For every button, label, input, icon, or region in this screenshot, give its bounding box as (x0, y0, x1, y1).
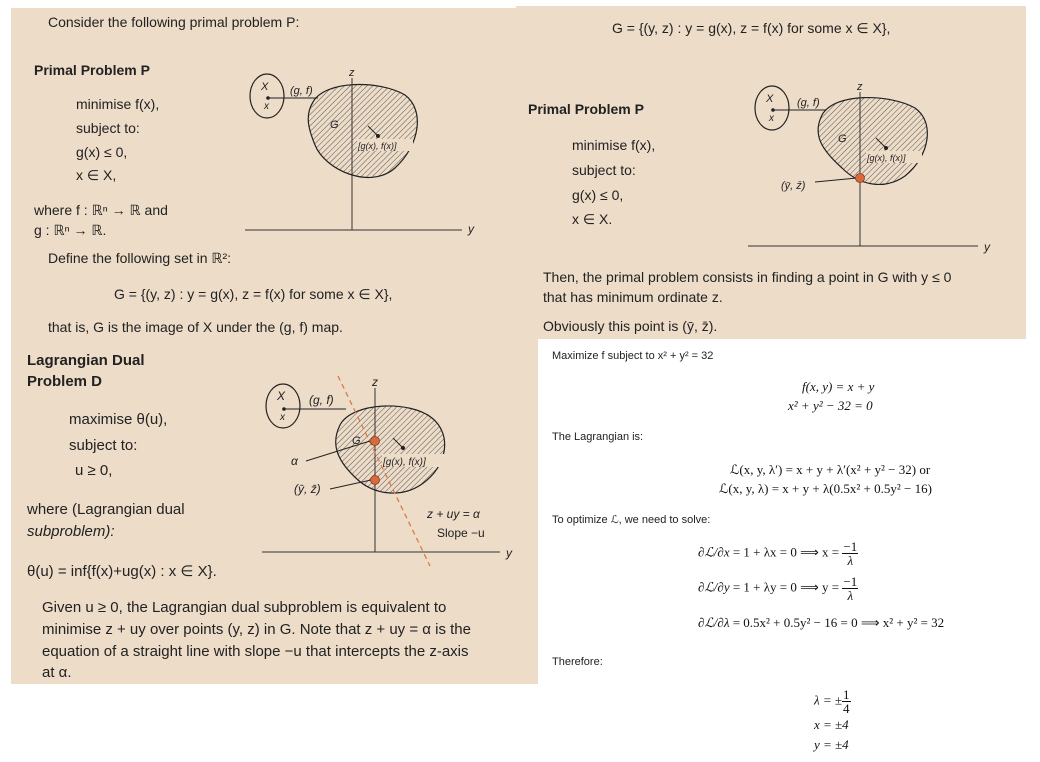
svg-text:X: X (766, 93, 774, 105)
primal-heading-right: Primal Problem P (528, 101, 644, 117)
lagrangian-form-2: ℒ(x, y, λ) = x + y + λ(0.5x² + 0.5y² − 16) (719, 481, 932, 496)
svg-text:y: y (506, 546, 512, 560)
then-line-1: Then, the primal problem consists in finding a point in G with y ≤ 0 (543, 269, 952, 285)
partial-lambda: ∂ℒ/∂λ (698, 615, 730, 630)
dual-heading-1: Lagrangian Dual (27, 352, 145, 369)
svg-text:z: z (372, 375, 378, 389)
label-x: x (264, 101, 269, 112)
fraction-x: $\frac{-1}{\lambda}$ (843, 539, 858, 568)
dual-optimum-point (371, 476, 380, 485)
that-is-text: that is, G is the image of X under the (g, f) map. (48, 319, 343, 335)
svg-text:z + uy = α: z + uy = α (427, 507, 480, 521)
lambda-result: λ = ± $\frac{1}{4}$ (814, 687, 850, 716)
define-text: Define the following set in ℝ²: (48, 250, 232, 266)
svg-text:X: X (277, 389, 286, 403)
svg-text:G: G (838, 133, 847, 145)
svg-text:z: z (857, 81, 863, 93)
primal-right-line-4: x ∈ X. (572, 211, 613, 227)
svg-text:(ȳ, z̄): (ȳ, z̄) (294, 482, 321, 496)
label-gf: (g, f) (290, 85, 313, 97)
label-G: G (330, 119, 339, 131)
partial-y: ∂ℒ/∂y (698, 579, 730, 595)
svg-text:G: G (352, 435, 361, 447)
partial-lambda-rhs: = 0.5x² + 0.5y² − 16 = 0 ⟹ x² + y² = 32 (732, 615, 945, 630)
where-line-1: where f : ℝⁿ → ℝ and (34, 202, 168, 218)
partial-lambda-row (698, 615, 944, 631)
label-y: y (468, 222, 474, 236)
x-result: x = ±4 (814, 717, 849, 732)
svg-text:(g, f): (g, f) (309, 393, 334, 407)
constraint-equation: x² + y² − 32 = 0 (788, 398, 873, 413)
given-line-1: Given u ≥ 0, the Lagrangian dual subproblem is equivalent to (42, 599, 447, 616)
fraction-y: $\frac{-1}{\lambda}$ (843, 574, 858, 603)
svg-text:[g(x), f(x)]: [g(x), f(x)] (383, 457, 426, 468)
dual-line-2: subject to: (69, 437, 138, 454)
svg-text:Slope −u: Slope −u (437, 526, 485, 540)
set-definition: G = {(y, z) : y = g(x), z = f(x) for some x ∈ X}, (114, 286, 393, 302)
partial-x-row (698, 540, 858, 567)
svg-text:y: y (984, 240, 990, 254)
objective-function: f(x, y) = x + y (802, 379, 875, 394)
label-gxfx: [g(x), f(x)] (358, 141, 397, 151)
label-z: z (349, 67, 355, 79)
partial-y-rhs: = 1 + λy = 0 ⟹ y = (732, 579, 840, 595)
primal-right-line-2: subject to: (572, 162, 636, 178)
svg-text:x: x (769, 113, 774, 124)
primal-right-line-3: g(x) ≤ 0, (572, 187, 624, 203)
obviously-text: Obviously this point is (ȳ, z̄). (543, 318, 718, 334)
dual-heading-2: Problem D (27, 373, 103, 390)
dual-line-1: maximise θ(u), (69, 411, 168, 428)
svg-text:(ȳ, z̄): (ȳ, z̄) (781, 180, 806, 192)
dual-where-1: where (Lagrangian dual (27, 501, 185, 518)
fraction-lambda: $\frac{1}{4}$ (843, 687, 850, 716)
partial-x: ∂ℒ/∂x (698, 544, 730, 560)
primal-right-line-1: minimise f(x), (572, 137, 656, 153)
primal-line-3: g(x) ≤ 0, (76, 144, 128, 160)
partial-x-rhs: = 1 + λx = 0 ⟹ x = (732, 544, 840, 560)
lagrangian-label: The Lagrangian is: (552, 431, 644, 443)
primal-line-4: x ∈ X, (76, 167, 117, 183)
label-X: X (261, 81, 269, 93)
svg-text:[g(x), f(x)]: [g(x), f(x)] (867, 153, 906, 163)
example-intro: Maximize f subject to x² + y² = 32 (552, 350, 714, 362)
then-line-2: that has minimum ordinate z. (543, 289, 723, 305)
where-line-2: g : ℝⁿ → ℝ. (34, 222, 107, 238)
primal-heading: Primal Problem P (34, 62, 150, 78)
set-definition-right: G = {(y, z) : y = g(x), z = f(x) for some x ∈ X}, (612, 20, 891, 36)
theta-definition: θ(u) = inf{f(x)+ug(x) : x ∈ X}. (27, 563, 217, 580)
given-line-3: equation of a straight line with slope −u that intercepts the z-axis (42, 643, 469, 660)
y-result: y = ±4 (814, 737, 849, 752)
optimize-label: To optimize ℒ, we need to solve: (552, 514, 711, 526)
svg-text:(g, f): (g, f) (797, 97, 820, 109)
alpha-point (371, 437, 380, 446)
partial-y-row (698, 575, 858, 602)
intro-text: Consider the following primal problem P: (48, 14, 300, 30)
svg-text:α: α (291, 454, 298, 468)
primal-line-2: subject to: (76, 120, 140, 136)
primal-line-1: minimise f(x), (76, 96, 160, 112)
lagrangian-form-1: ℒ(x, y, λ′) = x + y + λ′(x² + y² − 32) or (730, 462, 931, 477)
dual-where-2: subproblem): (27, 523, 115, 540)
given-line-2: minimise z + uy over points (y, z) in G. Note that z + uy = α is the (42, 621, 471, 638)
given-line-4: at α. (42, 664, 72, 681)
therefore-label: Therefore: (552, 656, 603, 668)
dual-line-3: u ≥ 0, (75, 462, 113, 479)
svg-text:x: x (280, 412, 285, 423)
